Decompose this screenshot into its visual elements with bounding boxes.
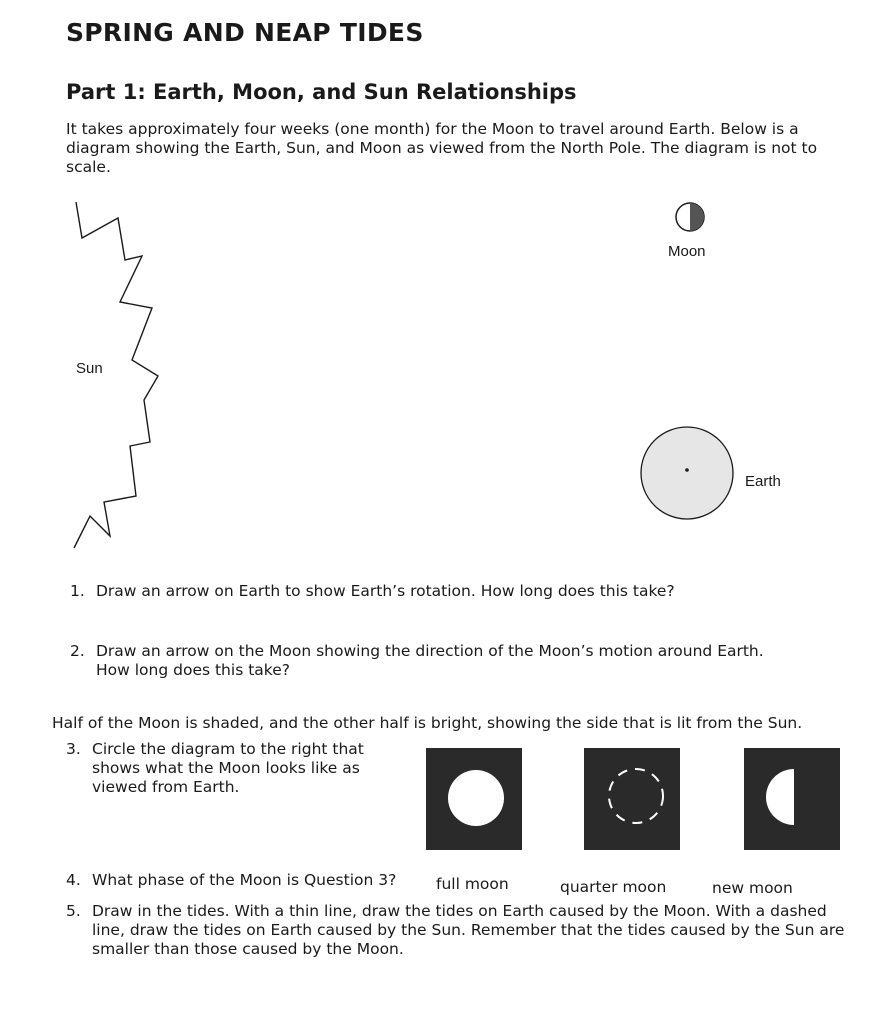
question-1 (70, 582, 675, 601)
question-text: viewed from Earth. (92, 778, 240, 796)
question-3 (66, 740, 364, 797)
intro-paragraph: It takes approximately four weeks (one month) for the Moon to travel around Earth. Below is a diagram showing the Earth, Sun, and Moon as viewed from the North Pole. The diagram is not to scale. (66, 120, 818, 176)
question-5 (66, 902, 844, 959)
phase-option-full[interactable]: full moon (436, 875, 509, 893)
question-number: 5. (66, 902, 81, 920)
page-title: SPRING AND NEAP TIDES (66, 18, 424, 47)
new-moon-icon (584, 748, 680, 850)
phase-option-quarter[interactable]: quarter moon (560, 878, 667, 896)
question-text: shows what the Moon looks like as (92, 759, 360, 777)
full-moon-icon (426, 748, 522, 850)
sun-label: Sun (76, 360, 103, 377)
moon-icon (676, 203, 704, 231)
question-text: smaller than those caused by the Moon. (92, 940, 404, 958)
question-2 (70, 642, 764, 680)
moon-panel-quarter[interactable] (744, 748, 840, 850)
earth-icon (641, 427, 733, 519)
question-number: 4. (66, 871, 81, 889)
phase-option-new[interactable]: new moon (712, 879, 793, 897)
question-number: 3. (66, 740, 81, 758)
question-text: Circle the diagram to the right that (92, 740, 364, 758)
part-heading: Part 1: Earth, Moon, and Sun Relationships (66, 80, 577, 104)
earth-moon-sun-diagram (0, 190, 890, 560)
question-text: What phase of the Moon is Question 3? (92, 871, 397, 889)
question-text: Draw an arrow on the Moon showing the direction of the Moon’s motion around Earth. (96, 642, 764, 660)
shaded-note: Half of the Moon is shaded, and the other half is bright, showing the side that is lit from the Sun. (52, 714, 803, 732)
question-text: Draw an arrow on Earth to show Earth’s rotation. How long does this take? (96, 582, 675, 600)
moon-panel-full[interactable] (426, 748, 522, 850)
question-text: How long does this take? (96, 661, 290, 679)
moon-panel-new[interactable] (584, 748, 680, 850)
question-number: 1. (70, 582, 85, 600)
question-number: 2. (70, 642, 85, 660)
question-text: line, draw the tides on Earth caused by the Sun. Remember that the tides caused by the Sun are (92, 921, 845, 939)
quarter-moon-icon (744, 748, 840, 850)
question-text: Draw in the tides. With a thin line, draw the tides on Earth caused by the Moon. With a dashed (92, 902, 827, 920)
earth-label: Earth (745, 473, 781, 490)
question-4 (66, 871, 396, 890)
moon-label: Moon (668, 243, 706, 260)
